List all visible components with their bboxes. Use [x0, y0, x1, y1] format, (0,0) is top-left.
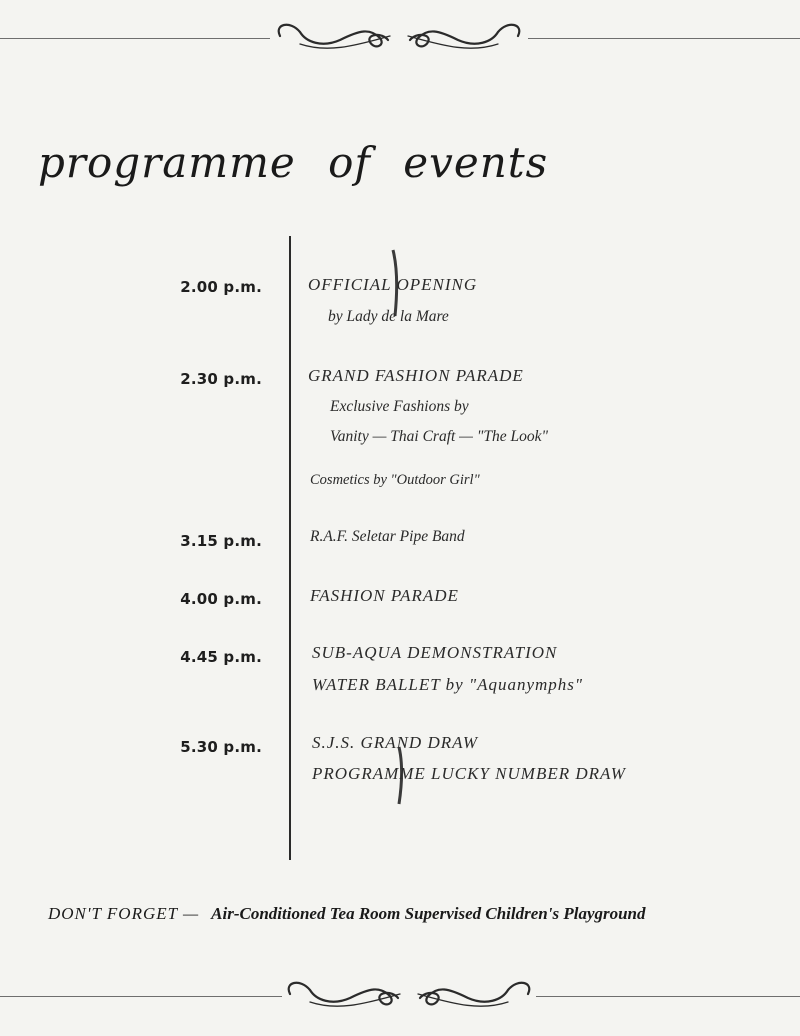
- event-title: OFFICIAL OPENING: [308, 275, 478, 294]
- event-detail: WATER BALLET by "Aquanymphs": [312, 675, 584, 694]
- top-flourish-ornament: [270, 14, 528, 60]
- bottom-rule-right: [536, 996, 800, 997]
- event-title: R.A.F. Seletar Pipe Band: [310, 528, 465, 545]
- footer-lead: DON'T FORGET —: [48, 904, 200, 923]
- schedule-divider: [289, 236, 291, 860]
- event-detail: Exclusive Fashions by: [330, 398, 469, 415]
- event-title: SUB-AQUA DEMONSTRATION: [312, 643, 558, 662]
- bottom-flourish-ornament: [280, 972, 538, 1018]
- event-detail: Cosmetics by "Outdoor Girl": [310, 472, 480, 488]
- top-rule-right: [528, 38, 800, 39]
- event-time: 4.45 p.m.: [180, 648, 262, 666]
- event-time: 4.00 p.m.: [180, 590, 262, 608]
- event-time: 2.30 p.m.: [180, 370, 262, 388]
- footer-note: [48, 902, 768, 926]
- event-time: 2.00 p.m.: [180, 278, 262, 296]
- event-title: GRAND FASHION PARADE: [308, 366, 524, 385]
- footer-text: Air-Conditioned Tea Room Supervised Children's Playground: [211, 904, 646, 923]
- page-title: programme of events: [38, 138, 549, 187]
- event-detail: Vanity — Thai Craft — "The Look": [330, 428, 548, 445]
- top-rule-left: [0, 38, 270, 39]
- event-detail: by Lady de la Mare: [328, 308, 449, 325]
- event-title: S.J.S. GRAND DRAW: [312, 733, 479, 752]
- event-detail: PROGRAMME LUCKY NUMBER DRAW: [312, 764, 626, 783]
- event-time: 5.30 p.m.: [180, 738, 262, 756]
- event-time: 3.15 p.m.: [180, 532, 262, 550]
- event-title: FASHION PARADE: [310, 586, 459, 605]
- bottom-rule-left: [0, 996, 282, 997]
